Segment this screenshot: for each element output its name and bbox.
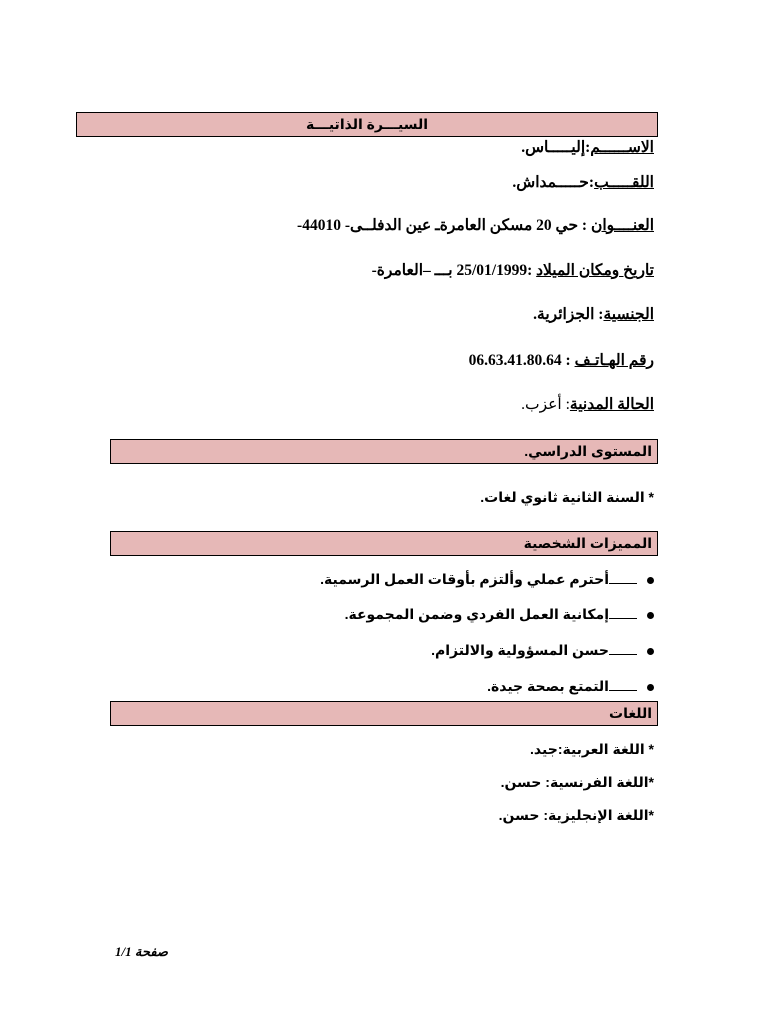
education-heading: المستوى الدراسي. [524, 443, 652, 459]
phone-label: رقم الهـاتـف [574, 352, 654, 369]
address-label: العنــــوان [590, 217, 654, 234]
bullet-icon [647, 577, 654, 584]
name-value: :إليـــــاس. [521, 139, 591, 156]
birth-value: :25/01/1999 بـــ –العامرة- [371, 262, 537, 279]
name-line [521, 137, 654, 159]
surname-label: اللقـــــب [594, 174, 654, 191]
quality-text: أحترم عملي وألتزم بأوقات العمل الرسمية. [320, 571, 609, 587]
cv-title-band [76, 112, 658, 137]
quality-text: التمتع بصحة جيدة. [487, 678, 609, 694]
education-heading-band [110, 439, 658, 464]
language-item [499, 804, 654, 826]
nationality-label: الجنسية [603, 306, 654, 323]
birth-label: تاريخ ومكان الميلاد [536, 262, 654, 279]
dash-line [609, 654, 637, 655]
dash-line [609, 618, 637, 619]
bullet-icon [647, 684, 654, 691]
nationality-line [533, 304, 654, 326]
bullet-icon [647, 648, 654, 655]
page-number: صفحة 1/1 [115, 944, 168, 959]
dash-line [609, 583, 637, 584]
dash-line [609, 690, 637, 691]
marital-label: الحالة المدنية [569, 396, 654, 413]
quality-text: إمكانية العمل الفردي وضمن المجموعة. [344, 606, 609, 622]
surname-line [512, 172, 654, 194]
quality-text: حسن المسؤولية والالتزام. [431, 642, 609, 658]
language-text: *اللغة الفرنسية: حسن. [500, 774, 654, 790]
name-label: الاســــــم [590, 139, 654, 156]
phone-line [469, 350, 654, 372]
languages-heading: اللغات [609, 705, 652, 721]
education-item-text: * السنة الثانية ثانوي لغات. [480, 489, 654, 505]
phone-value: : 06.63.41.80.64 [468, 352, 575, 369]
marital-value: : أعزب. [521, 396, 570, 413]
quality-item [431, 639, 654, 661]
education-item [480, 486, 654, 508]
bullet-icon [647, 612, 654, 619]
address-value: : حي 20 مسكن العامرةـ عين الدفلــى- 44010- [297, 217, 591, 234]
qualities-heading-band [110, 531, 658, 556]
quality-item [320, 568, 654, 590]
language-text: *اللغة الإنجليزية: حسن. [498, 807, 654, 823]
qualities-heading: المميزات الشخصية [523, 535, 652, 551]
quality-item [345, 603, 654, 625]
language-text: * اللغة العربية:جيد. [530, 741, 654, 757]
address-line [297, 215, 654, 237]
cv-title: السيـــرة الذاتيـــة [306, 116, 428, 132]
surname-value: :حـــــمداش. [512, 174, 595, 191]
quality-item [487, 675, 654, 697]
language-item [530, 738, 654, 760]
language-item [501, 771, 654, 793]
nationality-value: : الجزائرية. [533, 306, 604, 323]
birth-line [372, 260, 654, 282]
languages-heading-band [110, 701, 658, 726]
marital-line [521, 394, 654, 416]
